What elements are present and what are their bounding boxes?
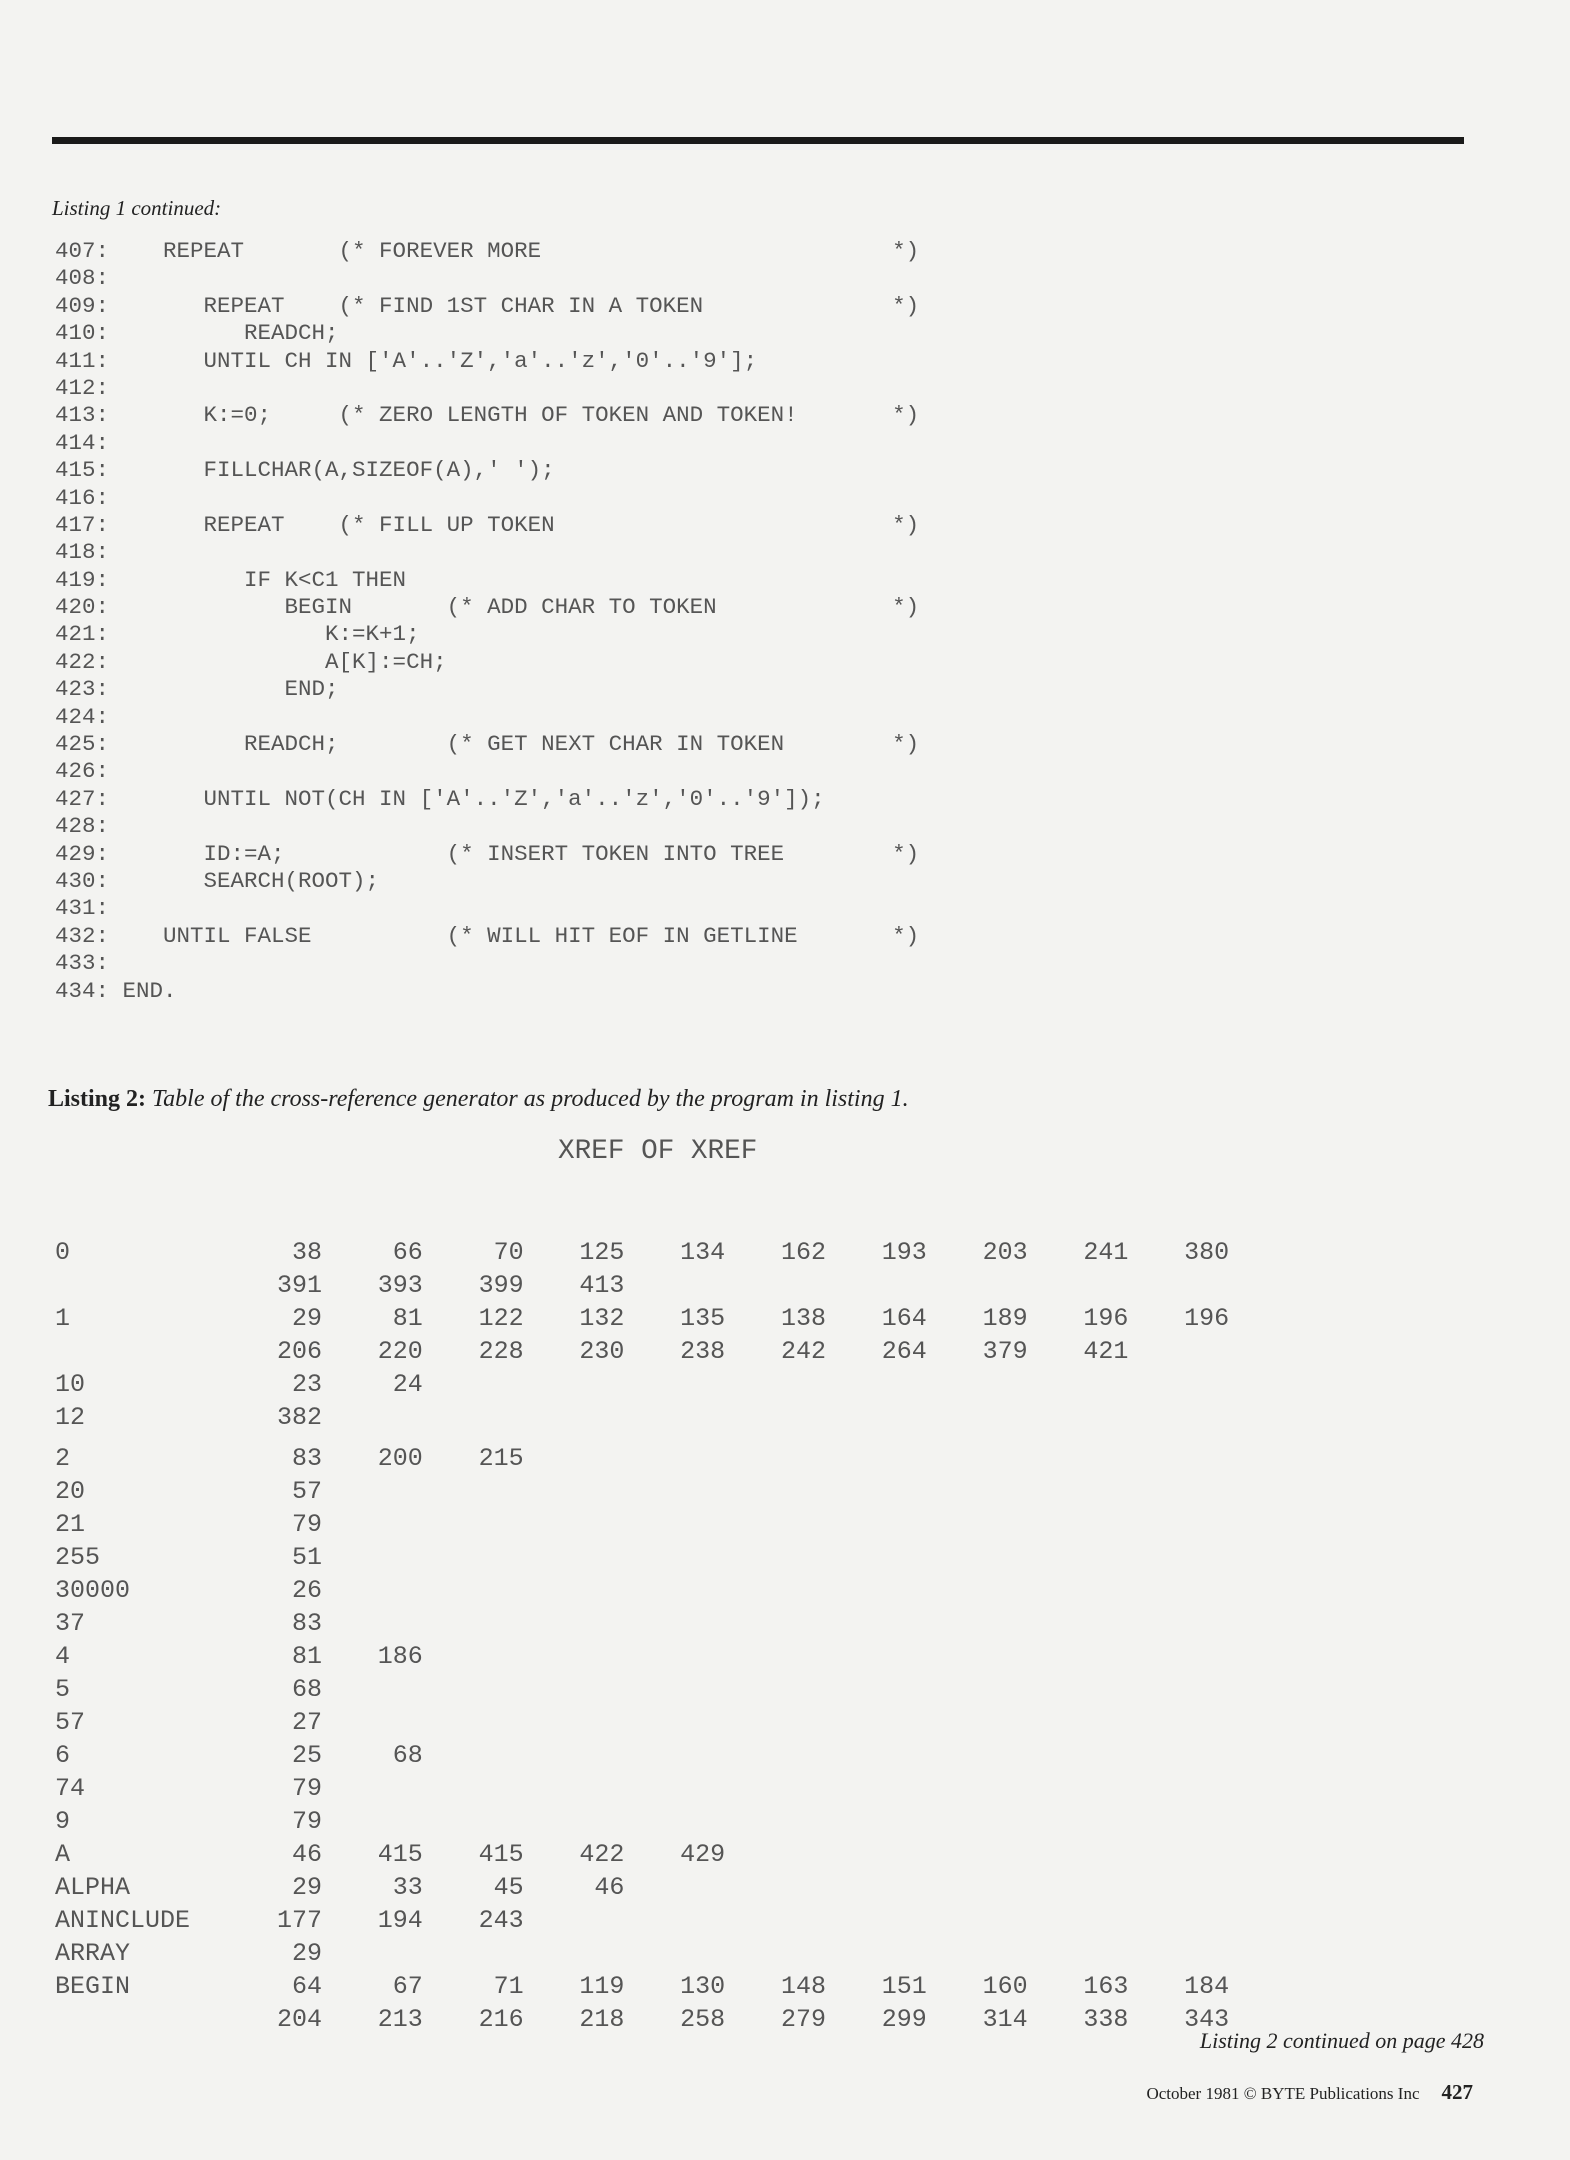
code-line	[55, 402, 919, 429]
line-number: 429:	[55, 840, 110, 867]
xref-line-ref: 79	[291, 1510, 322, 1539]
code-text: K:=0; (* ZERO LENGTH OF TOKEN AND TOKEN! *)	[109, 402, 920, 429]
line-number: 422:	[55, 648, 110, 675]
page-footer	[1146, 2080, 1473, 2105]
xref-line-ref: 138	[780, 1304, 826, 1333]
xref-identifier: BEGIN	[55, 1972, 131, 2001]
xref-identifier: 6	[55, 1741, 71, 1770]
xref-title: XREF OF XREF	[558, 1136, 758, 1167]
line-number: 412:	[55, 374, 110, 401]
xref-identifier: A	[55, 1840, 71, 1869]
xref-line-ref: 46	[594, 1873, 625, 1902]
xref-identifier: 1	[55, 1304, 71, 1333]
xref-line-ref: 81	[291, 1642, 322, 1671]
xref-line-ref: 228	[478, 1337, 524, 1366]
line-number: 418:	[55, 539, 110, 566]
xref-line-ref: 135	[680, 1304, 726, 1333]
xref-line-ref: 391	[276, 1271, 322, 1300]
code-line	[55, 293, 919, 320]
xref-line-ref: 38	[291, 1238, 322, 1267]
xref-identifier: 21	[55, 1510, 86, 1539]
xref-line-ref: 132	[579, 1304, 625, 1333]
line-number: 426:	[55, 758, 110, 785]
xref-identifier: 10	[55, 1370, 86, 1399]
xref-line-ref: 379	[982, 1337, 1028, 1366]
xref-line-ref: 343	[1184, 2005, 1230, 2034]
xref-line-ref: 413	[579, 1271, 625, 1300]
xref-line-ref: 51	[291, 1543, 322, 1572]
line-number: 409:	[55, 292, 110, 319]
code-text: FILLCHAR(A,SIZEOF(A),' ');	[109, 457, 555, 484]
line-number: 427:	[55, 785, 110, 812]
code-line	[55, 923, 919, 950]
code-line	[55, 265, 919, 292]
xref-line-ref: 45	[493, 1873, 524, 1902]
code-text: BEGIN (* ADD CHAR TO TOKEN *)	[109, 594, 920, 621]
code-text: REPEAT (* FIND 1ST CHAR IN A TOKEN *)	[109, 292, 920, 319]
line-number: 428:	[55, 813, 110, 840]
code-line	[55, 895, 919, 922]
line-number: 433:	[55, 950, 110, 977]
xref-line-ref: 196	[1083, 1304, 1129, 1333]
code-line	[55, 457, 919, 484]
xref-line-ref: 79	[291, 1807, 322, 1836]
xref-line-ref: 218	[579, 2005, 625, 2034]
xref-line-ref: 279	[780, 2005, 826, 2034]
xref-line-ref: 125	[579, 1238, 625, 1267]
code-text: END;	[109, 676, 339, 703]
xref-line-ref: 130	[680, 1972, 726, 2001]
line-number: 423:	[55, 676, 110, 703]
xref-line-ref: 70	[493, 1238, 524, 1267]
top-rule	[52, 137, 1464, 144]
code-text: SEARCH(ROOT);	[109, 867, 380, 894]
xref-line-ref: 68	[392, 1741, 423, 1770]
listing2-caption	[48, 1086, 909, 1113]
code-line	[55, 868, 919, 895]
xref-line-ref: 122	[478, 1304, 524, 1333]
xref-line-ref: 215	[478, 1444, 524, 1473]
code-line	[55, 539, 919, 566]
xref-line-ref: 393	[377, 1271, 423, 1300]
code-line	[55, 731, 919, 758]
xref-line-ref: 206	[276, 1337, 322, 1366]
code-line	[55, 567, 919, 594]
listing2-caption-text: Table of the cross-reference generator as produced by the program in listing 1.	[152, 1086, 909, 1112]
continued-note: Listing 2 continued on page 428	[1199, 2028, 1484, 2053]
xref-line-ref: 186	[377, 1642, 423, 1671]
xref-identifier: 74	[55, 1774, 86, 1803]
line-number: 424:	[55, 703, 110, 730]
xref-identifier: 255	[55, 1543, 101, 1572]
code-line	[55, 594, 919, 621]
line-number: 419:	[55, 566, 110, 593]
code-line	[55, 238, 919, 265]
footer-credit: October 1981 © BYTE Publications Inc	[1146, 2084, 1420, 2103]
code-text: A[K]:=CH;	[109, 648, 447, 675]
code-text: UNTIL FALSE (* WILL HIT EOF IN GETLINE *)	[109, 922, 920, 949]
line-number: 425:	[55, 731, 110, 758]
xref-identifier: 2	[55, 1444, 71, 1473]
code-line	[55, 704, 919, 731]
xref-line-ref: 184	[1184, 1972, 1230, 2001]
xref-line-ref: 46	[291, 1840, 322, 1869]
code-line	[55, 320, 919, 347]
xref-identifier: 5	[55, 1675, 71, 1704]
code-text: K:=K+1;	[109, 621, 420, 648]
xref-line-ref: 163	[1083, 1972, 1129, 2001]
xref-line-ref: 299	[881, 2005, 927, 2034]
xref-line-ref: 314	[982, 2005, 1028, 2034]
xref-line-ref: 242	[780, 1337, 826, 1366]
xref-line-ref: 162	[780, 1238, 826, 1267]
line-number: 431:	[55, 895, 110, 922]
line-number: 421:	[55, 621, 110, 648]
xref-line-ref: 422	[579, 1840, 625, 1869]
code-line	[55, 758, 919, 785]
line-number: 407:	[55, 238, 110, 264]
xref-identifier: 4	[55, 1642, 71, 1671]
xref-line-ref: 29	[291, 1304, 322, 1333]
listing2-caption-label: Listing 2:	[48, 1086, 147, 1112]
xref-line-ref: 71	[493, 1972, 524, 2001]
code-line	[55, 348, 919, 375]
xref-line-ref: 193	[881, 1238, 927, 1267]
code-line	[55, 485, 919, 512]
xref-line-ref: 67	[392, 1972, 423, 2001]
xref-line-ref: 23	[291, 1370, 322, 1399]
xref-line-ref: 415	[478, 1840, 524, 1869]
xref-line-ref: 382	[276, 1403, 322, 1432]
line-number: 434:	[55, 977, 110, 1004]
xref-line-ref: 196	[1184, 1304, 1230, 1333]
line-number: 414:	[55, 429, 110, 456]
code-line	[55, 621, 919, 648]
page-number: 427	[1441, 2080, 1473, 2104]
code-text: UNTIL NOT(CH IN ['A'..'Z','a'..'z','0'..'9']);	[109, 785, 825, 812]
xref-line-ref: 216	[478, 2005, 524, 2034]
xref-line-ref: 148	[780, 1972, 826, 2001]
code-text: REPEAT (* FOREVER MORE *)	[109, 238, 920, 264]
code-line	[55, 649, 919, 676]
line-number: 415:	[55, 457, 110, 484]
xref-identifier: 37	[55, 1609, 86, 1638]
code-line	[55, 950, 919, 977]
xref-line-ref: 29	[291, 1939, 322, 1968]
code-text: UNTIL CH IN ['A'..'Z','a'..'z','0'..'9'];	[109, 347, 758, 374]
xref-line-ref: 204	[276, 2005, 322, 2034]
code-text: IF K<C1 THEN	[109, 566, 407, 593]
line-number: 413:	[55, 402, 110, 429]
line-number: 408:	[55, 265, 110, 292]
xref-line-ref: 83	[291, 1609, 322, 1638]
xref-line-ref: 213	[377, 2005, 423, 2034]
xref-line-ref: 151	[881, 1972, 927, 2001]
xref-identifier: ARRAY	[55, 1939, 131, 1968]
xref-identifier: 57	[55, 1708, 86, 1737]
xref-line-ref: 258	[680, 2005, 726, 2034]
xref-line-ref: 203	[982, 1238, 1028, 1267]
xref-line-ref: 189	[982, 1304, 1028, 1333]
xref-line-ref: 380	[1184, 1238, 1230, 1267]
xref-line-ref: 429	[680, 1840, 726, 1869]
xref-line-ref: 238	[680, 1337, 726, 1366]
xref-line-ref: 33	[392, 1873, 423, 1902]
xref-line-ref: 83	[291, 1444, 322, 1473]
xref-identifier: 0	[55, 1238, 71, 1267]
xref-line-ref: 200	[377, 1444, 423, 1473]
xref-line-ref: 241	[1083, 1238, 1129, 1267]
code-line	[55, 786, 919, 813]
xref-line-ref: 119	[579, 1972, 625, 2001]
xref-line-ref: 264	[881, 1337, 927, 1366]
xref-identifier: 12	[55, 1403, 86, 1432]
xref-identifier: 9	[55, 1807, 71, 1836]
listing1-code	[55, 238, 919, 1005]
code-line	[55, 512, 919, 539]
code-text: END.	[109, 977, 177, 1004]
xref-line-ref: 66	[392, 1238, 423, 1267]
xref-line-ref: 194	[377, 1906, 423, 1935]
listing1-caption: Listing 1 continued:	[52, 196, 222, 220]
line-number: 416:	[55, 484, 110, 511]
code-line	[55, 841, 919, 868]
xref-line-ref: 24	[392, 1370, 423, 1399]
xref-identifier: ANINCLUDE	[55, 1906, 191, 1935]
code-text: ID:=A; (* INSERT TOKEN INTO TREE *)	[109, 840, 920, 867]
xref-line-ref: 421	[1083, 1337, 1129, 1366]
line-number: 432:	[55, 922, 110, 949]
xref-identifier: ALPHA	[55, 1873, 131, 1902]
xref-line-ref: 415	[377, 1840, 423, 1869]
code-text: READCH;	[109, 320, 339, 347]
code-line	[55, 676, 919, 703]
xref-line-ref: 230	[579, 1337, 625, 1366]
line-number: 417:	[55, 511, 110, 538]
line-number: 420:	[55, 594, 110, 621]
xref-line-ref: 160	[982, 1972, 1028, 2001]
line-number: 411:	[55, 347, 110, 374]
code-line	[55, 430, 919, 457]
xref-line-ref: 27	[291, 1708, 322, 1737]
xref-line-ref: 64	[291, 1972, 322, 2001]
xref-line-ref: 338	[1083, 2005, 1129, 2034]
xref-line-ref: 243	[478, 1906, 524, 1935]
xref-line-ref: 57	[291, 1477, 322, 1506]
xref-line-ref: 25	[291, 1741, 322, 1770]
xref-line-ref: 220	[377, 1337, 423, 1366]
code-line	[55, 813, 919, 840]
line-number: 430:	[55, 867, 110, 894]
xref-line-ref: 134	[680, 1238, 726, 1267]
code-text: READCH; (* GET NEXT CHAR IN TOKEN *)	[109, 731, 920, 758]
code-line	[55, 375, 919, 402]
xref-line-ref: 399	[478, 1271, 524, 1300]
xref-line-ref: 79	[291, 1774, 322, 1803]
xref-line-ref: 26	[291, 1576, 322, 1605]
xref-line-ref: 164	[881, 1304, 927, 1333]
xref-identifier: 30000	[55, 1576, 131, 1605]
xref-line-ref: 29	[291, 1873, 322, 1902]
xref-identifier: 20	[55, 1477, 86, 1506]
line-number: 410:	[55, 320, 110, 347]
xref-line-ref: 68	[291, 1675, 322, 1704]
xref-line-ref: 81	[392, 1304, 423, 1333]
code-text: REPEAT (* FILL UP TOKEN *)	[109, 511, 920, 538]
code-line	[55, 978, 919, 1005]
xref-line-ref: 177	[276, 1906, 322, 1935]
